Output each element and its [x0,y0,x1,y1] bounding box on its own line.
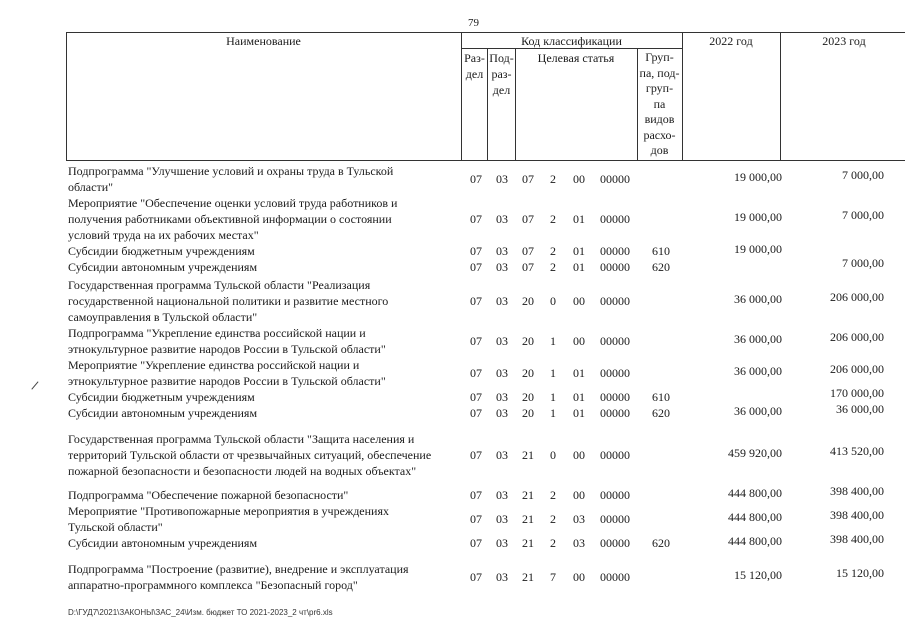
row-name-line: аппаратно-программного комплекса "Безопасный город" [68,578,358,592]
cell-vr: 620 [652,260,670,274]
header-2022: 2022 год [709,34,753,48]
cell-c3: 00 [573,172,585,186]
cell-c1: 21 [522,512,534,526]
cell-c2: 2 [550,488,556,502]
row-name-line: Мероприятие "Обеспечение оценки условий труда работников и [68,196,398,210]
cell-2022: 444 800,00 [728,486,782,500]
row-name [68,259,458,275]
cell-c4: 00000 [600,448,630,462]
header-podrazdel-line: дел [492,83,511,97]
row-name [68,405,458,421]
row-name [68,163,458,195]
row-name-line: Субсидии автономным учреждениям [68,536,258,550]
vline-vidy [682,32,683,160]
cell-pr: 03 [496,570,508,584]
cell-2023: 7 000,00 [842,208,884,222]
row-name [68,503,458,535]
cell-c1: 07 [522,244,534,258]
row-name-line: этнокультурное развитие народов России в Тульской области" [68,374,386,388]
cell-c1: 20 [522,406,534,420]
cell-2022: 36 000,00 [734,332,782,346]
cell-rz: 07 [470,448,482,462]
row-name-line: Государственная программа Тульской области "Реализация [68,278,371,292]
cell-c4: 00000 [600,488,630,502]
header-vidy-line: дов [650,143,669,157]
cell-2023: 398 400,00 [830,484,884,498]
cell-2023: 398 400,00 [830,532,884,546]
header-vidy-line: па, под- [639,65,680,80]
cell-c4: 00000 [600,406,630,420]
cell-c1: 07 [522,260,534,274]
header-razdel [462,50,487,82]
cell-pr: 03 [496,260,508,274]
cell-2022: 36 000,00 [734,292,782,306]
row-name [68,277,458,325]
header-razdel-line: дел [465,67,484,81]
cell-c3: 03 [573,512,585,526]
header-podrazdel-line: раз- [491,67,512,81]
file-path-footer: D:\ГУД7\2021\ЗАКОНЫ\ЗАС_24\Изм. бюджет ТО 2021-2023_2 чт\pr6.xls [68,608,333,617]
cell-2023: 206 000,00 [830,362,884,376]
cell-c1: 20 [522,294,534,308]
cell-rz: 07 [470,512,482,526]
cell-pr: 03 [496,172,508,186]
cell-pr: 03 [496,448,508,462]
cell-c3: 01 [573,406,585,420]
cell-2023: 206 000,00 [830,330,884,344]
row-name [68,357,458,389]
cell-c3: 03 [573,536,585,550]
cell-c4: 00000 [600,570,630,584]
cell-c2: 1 [550,390,556,404]
row-name-line: области" [68,180,114,194]
row-name-line: территорий Тульской области от чрезвычайных ситуаций, обеспечение [68,448,432,462]
vline-left [66,32,67,160]
row-name-line: Субсидии бюджетным учреждениям [68,390,255,404]
pen-mark [31,381,38,389]
cell-c2: 1 [550,366,556,380]
header-code: Код классификации [521,34,622,48]
cell-rz: 07 [470,244,482,258]
row-name [68,487,458,503]
cell-pr: 03 [496,334,508,348]
cell-c3: 00 [573,334,585,348]
cell-c1: 07 [522,212,534,226]
cell-c4: 00000 [600,390,630,404]
cell-c1: 21 [522,448,534,462]
row-name [68,325,458,357]
header-vidy-line: Груп- [645,50,674,64]
cell-c4: 00000 [600,294,630,308]
cell-c2: 2 [550,212,556,226]
cell-rz: 07 [470,172,482,186]
header-celevaya: Целевая статья [537,51,615,65]
cell-rz: 07 [470,488,482,502]
cell-pr: 03 [496,366,508,380]
cell-2022: 15 120,00 [734,568,782,582]
cell-c1: 20 [522,366,534,380]
cell-c2: 0 [550,448,556,462]
cell-c1: 07 [522,172,534,186]
cell-2022: 19 000,00 [734,170,782,184]
cell-c2: 2 [550,536,556,550]
row-name-line: пожарной безопасности и безопасности людей на водных объектах" [68,464,417,478]
cell-c3: 01 [573,260,585,274]
row-name-line: Подпрограмма "Улучшение условий и охраны труда в Тульской [68,164,394,178]
header-2023: 2023 год [822,34,866,48]
cell-2023: 15 120,00 [836,566,884,580]
row-name-line: Мероприятие "Противопожарные мероприятия в учреждениях [68,504,389,518]
cell-2022: 444 800,00 [728,534,782,548]
cell-vr: 620 [652,536,670,550]
row-name-line: Подпрограмма "Укрепление единства российской нации и [68,326,366,340]
cell-2023: 36 000,00 [836,402,884,416]
cell-c4: 00000 [600,334,630,348]
cell-c4: 00000 [600,172,630,186]
cell-c2: 7 [550,570,556,584]
vline-2022 [780,32,781,160]
row-name-line: условий труда на их рабочих местах" [68,228,259,242]
row-name-line: Субсидии автономным учреждениям [68,406,258,420]
cell-rz: 07 [470,334,482,348]
row-name [68,389,458,405]
page-number: 79 [468,17,479,29]
row-name-line: самоуправления в Тульской области" [68,310,258,324]
cell-vr: 610 [652,244,670,258]
cell-c3: 00 [573,448,585,462]
cell-2023: 7 000,00 [842,256,884,270]
row-name [68,535,458,551]
row-name-line: государственной национальной политики и развитие местного [68,294,389,308]
cell-c2: 2 [550,244,556,258]
cell-c2: 1 [550,334,556,348]
cell-rz: 07 [470,260,482,274]
row-name-line: Государственная программа Тульской области "Защита населения и [68,432,415,446]
cell-c2: 2 [550,172,556,186]
cell-c2: 2 [550,260,556,274]
row-name-line: этнокультурное развитие народов России в Тульской области" [68,342,386,356]
cell-pr: 03 [496,212,508,226]
cell-c4: 00000 [600,244,630,258]
cell-c2: 1 [550,406,556,420]
cell-2022: 459 920,00 [728,446,782,460]
cell-c3: 01 [573,212,585,226]
cell-c3: 01 [573,366,585,380]
cell-2022: 36 000,00 [734,404,782,418]
cell-c3: 00 [573,294,585,308]
cell-pr: 03 [496,406,508,420]
cell-2022: 444 800,00 [728,510,782,524]
cell-2023: 413 520,00 [830,444,884,458]
cell-pr: 03 [496,512,508,526]
header-vidy [637,50,682,159]
cell-rz: 07 [470,294,482,308]
cell-2023: 398 400,00 [830,508,884,522]
cell-pr: 03 [496,244,508,258]
cell-rz: 07 [470,212,482,226]
row-name-line: Тульской области" [68,520,163,534]
cell-c3: 01 [573,244,585,258]
header-podrazdel [488,50,515,98]
header-vidy-line: груп- [645,81,674,95]
cell-rz: 07 [470,366,482,380]
row-name [68,195,458,243]
cell-pr: 03 [496,294,508,308]
cell-c3: 00 [573,488,585,502]
row-name [68,243,458,259]
cell-c1: 21 [522,488,534,502]
row-name-line: Субсидии автономным учреждениям [68,260,258,274]
row-name-line: Субсидии бюджетным учреждениям [68,244,255,258]
cell-c3: 00 [573,570,585,584]
cell-2022: 19 000,00 [734,210,782,224]
cell-c4: 00000 [600,366,630,380]
header-bottom-line [66,160,905,161]
cell-c2: 2 [550,512,556,526]
cell-c2: 0 [550,294,556,308]
cell-pr: 03 [496,488,508,502]
row-name-line: Подпрограмма "Построение (развитие), внедрение и эксплуатация [68,562,409,576]
cell-rz: 07 [470,536,482,550]
header-vidy-line: па [653,96,666,111]
header-podrazdel-line: Под- [489,51,514,65]
cell-2023: 7 000,00 [842,168,884,182]
cell-pr: 03 [496,536,508,550]
cell-c1: 21 [522,536,534,550]
cell-c1: 20 [522,390,534,404]
header-vidy-line: расхо- [643,127,676,142]
header-name: Наименование [226,34,301,48]
cell-pr: 03 [496,390,508,404]
cell-c3: 01 [573,390,585,404]
cell-c4: 00000 [600,260,630,274]
cell-2023: 170 000,00 [830,386,884,400]
cell-rz: 07 [470,390,482,404]
row-name-line: Подпрограмма "Обеспечение пожарной безопасности" [68,488,349,502]
cell-vr: 620 [652,406,670,420]
row-name [68,561,458,593]
cell-2023: 206 000,00 [830,290,884,304]
row-name-line: Мероприятие "Укрепление единства российской нации и [68,358,360,372]
row-name-line: получения работниками объективной информации о состоянии [68,212,392,226]
cell-2022: 19 000,00 [734,242,782,256]
cell-c4: 00000 [600,212,630,226]
header-razdel-line: Раз- [464,51,485,65]
cell-2022: 36 000,00 [734,364,782,378]
header-vidy-line: видов [644,112,675,126]
cell-c4: 00000 [600,512,630,526]
cell-rz: 07 [470,570,482,584]
row-name [68,431,458,479]
cell-c1: 20 [522,334,534,348]
cell-rz: 07 [470,406,482,420]
cell-c1: 21 [522,570,534,584]
cell-vr: 610 [652,390,670,404]
cell-c4: 00000 [600,536,630,550]
